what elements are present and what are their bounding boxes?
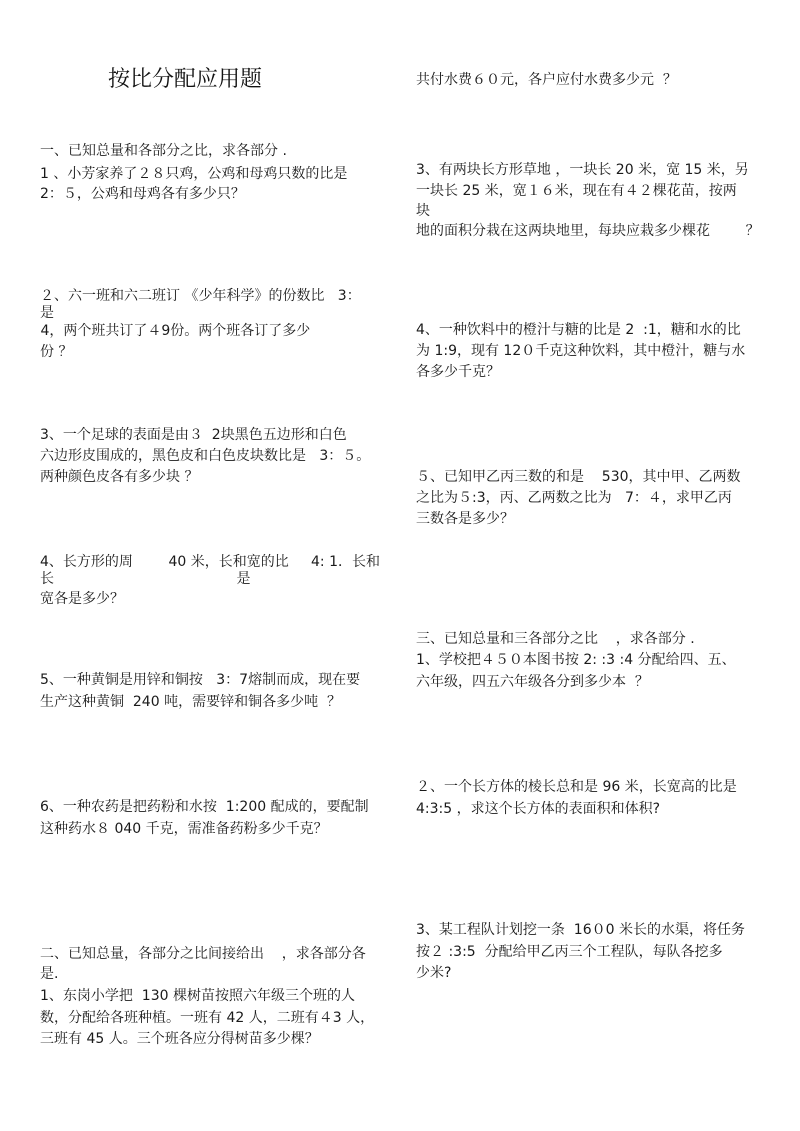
section-2-question-1-line-2: 数，分配给各班种植。一班有 42 人，二班有４3 人，	[40, 1010, 375, 1026]
question-2-line-1: ２、六一班和六二班订 《少年科学》的份数比 3：	[40, 288, 361, 304]
section-2-question-5-line-1: ５、已知甲乙丙三数的和是 530，其中甲、乙两数	[416, 469, 741, 485]
question-3-line-3: 两种颜色皮各有多少块 ？	[40, 469, 199, 485]
section-1-heading: 一、已知总量和各部分之比，求各部分 .	[40, 143, 287, 159]
section-3-question-3-line-3: 少米?	[416, 965, 452, 981]
section-2-question-3-line-2: 一块长 25 米，宽１６米，现在有４２棵花苗，按两	[416, 183, 737, 199]
question-3-line-1: 3、一个足球的表面是由３ 2块黑色五边形和白色	[40, 427, 347, 443]
section-3-question-1-line-1: 1、学校把４５０本图书按 2: :3 :4 分配给四、五、	[416, 652, 736, 668]
section-3-question-2-line-2: 4:3:5 ，求这个长方体的表面积和体积?	[416, 801, 661, 817]
question-5-line-2: 生产这种黄铜 240 吨，需要锌和铜各多少吨 ？	[40, 694, 341, 710]
question-2-line-2: 是	[40, 305, 54, 321]
question-4-line-1: 4、长方形的周 40 米，长和宽的比 4: 1．长和	[40, 554, 381, 570]
section-3-question-3-line-2: 按２ :3:5 分配给甲乙丙三个工程队，每队各挖多	[416, 944, 723, 960]
section-2-question-3-line-1: 3、有两块长方形草地 ，一块长 20 米，宽 15 米，另	[416, 162, 749, 178]
question-6-line-1: 6、一种农药是把药粉和水按 1:200 配成的，要配制	[40, 799, 369, 815]
section-2-question-3-line-3: 块	[416, 203, 430, 219]
question-1-line-2: 2：５，公鸡和母鸡各有多少只？	[40, 186, 245, 202]
question-5-line-1: 5、一种黄铜是用锌和铜按 3：7熔制而成，现在要	[40, 672, 361, 688]
section-2-question-4-line-1: 4、一种饮料中的橙汁与糖的比是 2 :1，糖和水的比	[416, 322, 741, 338]
section-3-question-2-line-1: ２、一个长方体的棱长总和是 96 米，长宽高的比是	[416, 779, 737, 795]
section-2-question-2-continued: 共付水费６０元，各户应付水费多少元 ？	[416, 72, 677, 88]
section-3-heading: 三、已知总量和三各部分之比 ，求各部分 .	[416, 631, 695, 647]
question-4-line-2: 长 是	[40, 571, 251, 587]
section-3-question-1-line-2: 六年级，四五六年级各分到多少本 ？	[416, 674, 649, 690]
section-2-question-1-line-3: 三班有 45 人。三个班各应分得树苗多少棵？	[40, 1031, 319, 1047]
section-2-question-4-line-2: 为 1:9，现有 12０千克这种饮料，其中橙汁，糖与水	[416, 343, 746, 359]
section-2-question-5-line-2: 之比为５:3，丙、乙两数之比为 7：４，求甲乙丙	[416, 490, 732, 506]
question-4-line-3: 宽各是多少？	[40, 591, 124, 607]
section-3-question-3-line-1: 3、某工程队计划挖一条 16０0 米长的水渠，将任务	[416, 922, 745, 938]
question-2-line-4: 份 ？	[40, 344, 73, 360]
section-2-question-1-line-1: 1、东岗小学把 130 棵树苗按照六年级三个班的人	[40, 988, 355, 1004]
question-1-line-1: 1 、小芳家养了２８只鸡，公鸡和母鸡只数的比是	[40, 166, 348, 182]
page-title: 按比分配应用题	[108, 67, 263, 92]
section-2-question-5-line-3: 三数各是多少？	[416, 511, 514, 527]
section-2-question-4-line-3: 各多少千克？	[416, 364, 500, 380]
section-2-heading-line-1: 二、已知总量，各部分之比间接给出 ，求各部分各	[40, 946, 366, 962]
question-6-line-2: 这种药水８ 040 千克，需准备药粉多少千克？	[40, 821, 328, 837]
question-2-line-3: 4，两个班共订了４9份。两个班各订了多少	[36, 323, 311, 339]
question-3-line-2: 六边形皮围成的，黑色皮和白色皮块数比是 3：５。	[40, 448, 371, 464]
section-2-heading-line-2: 是.	[40, 966, 59, 982]
section-2-question-3-line-4: 地的面积分栽在这两块地里，每块应栽多少棵花 ？	[416, 223, 760, 239]
